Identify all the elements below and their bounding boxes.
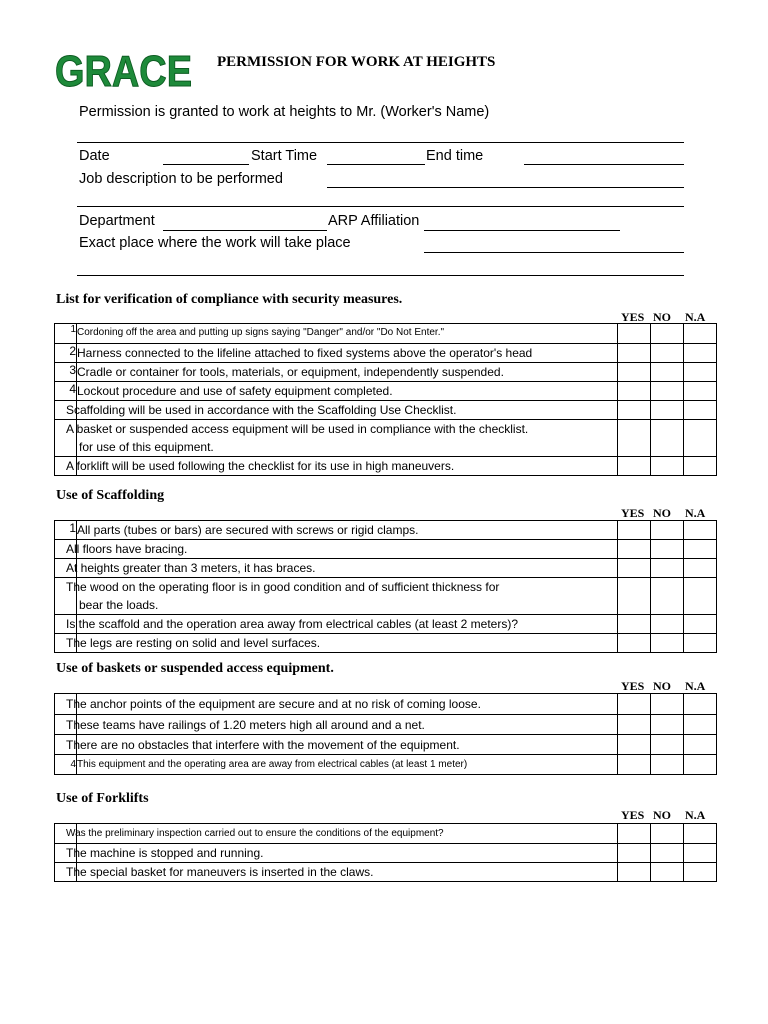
col-no-header: NO (653, 808, 671, 822)
na-cell[interactable] (684, 559, 717, 578)
row-text-content: A basket or suspended access equipment will be used in compliance with the checklist. (66, 422, 529, 436)
section-title-security: List for verification of compliance with security measures. (56, 292, 403, 307)
no-cell[interactable] (651, 521, 684, 540)
na-cell[interactable] (684, 615, 717, 634)
row-text-content: These teams have railings of 1.20 meters high all around and a net. (66, 717, 425, 732)
table-row (55, 457, 717, 476)
yes-cell[interactable] (618, 615, 651, 634)
row-text (66, 863, 618, 882)
row-number: 4 (55, 755, 77, 775)
yes-cell[interactable] (618, 559, 651, 578)
scaffolding-checklist-table (54, 520, 717, 653)
col-na-header: N.A (685, 808, 706, 822)
date-label: Date (79, 148, 110, 164)
col-no-header: NO (653, 506, 671, 520)
na-cell[interactable] (684, 324, 717, 344)
yes-cell[interactable] (618, 540, 651, 559)
row-text (66, 824, 618, 844)
date-field[interactable] (163, 164, 249, 165)
row-number: 1 (55, 324, 77, 344)
row-text (66, 540, 618, 559)
no-cell[interactable] (651, 863, 684, 882)
place-label: Exact place where the work will take place (79, 235, 351, 251)
row-text-content: The special basket for maneuvers is inserted in the claws. (66, 865, 374, 879)
no-cell[interactable] (651, 559, 684, 578)
yes-cell[interactable] (618, 457, 651, 476)
na-cell[interactable] (684, 755, 717, 775)
intro-text: Permission is granted to work at heights to Mr. (Worker's Name) (79, 104, 490, 120)
department-label: Department (79, 213, 155, 229)
no-cell[interactable] (651, 615, 684, 634)
yes-cell[interactable] (618, 363, 651, 382)
row-text (66, 844, 618, 863)
no-cell[interactable] (651, 420, 684, 457)
row-text (66, 578, 618, 615)
end-time-field[interactable] (524, 164, 684, 165)
na-cell[interactable] (684, 401, 717, 420)
row-text-content: At heights greater than 3 meters, it has braces. (66, 561, 316, 575)
row-text (66, 559, 618, 578)
na-cell[interactable] (684, 420, 717, 457)
row-text-content: Is the scaffold and the operation area away from electrical cables (at least 2 meters)? (66, 617, 519, 631)
row-text-content: There are no obstacles that interfere with the movement of the equipment. (66, 737, 460, 752)
row-text: Cradle or container for tools, materials, or equipment, independently suspended. (77, 363, 618, 382)
row-text-content: All floors have bracing. (66, 542, 188, 556)
table-row (55, 521, 717, 540)
no-cell[interactable] (651, 324, 684, 344)
yes-cell[interactable] (618, 755, 651, 775)
document-title: PERMISSION FOR WORK AT HEIGHTS (217, 54, 496, 70)
row-text (66, 735, 618, 755)
yes-cell[interactable] (618, 634, 651, 653)
table-row (55, 844, 717, 863)
na-cell[interactable] (684, 521, 717, 540)
row-text-content: Was the preliminary inspection carried out to ensure the conditions of the equipment? (66, 827, 444, 839)
row-text-content: The wood on the operating floor is in good condition and of sufficient thickness for (66, 580, 500, 594)
row-text (66, 457, 618, 476)
table-row (55, 615, 717, 634)
yes-cell[interactable] (618, 824, 651, 844)
table-row (55, 824, 717, 844)
col-yes-header: YES (621, 808, 645, 822)
row-text-content: The legs are resting on solid and level surfaces. (66, 636, 321, 650)
row-text: This equipment and the operating area are away from electrical cables (at least 1 meter) (77, 755, 618, 775)
table-row (55, 694, 717, 715)
na-cell[interactable] (684, 694, 717, 715)
yes-cell[interactable] (618, 715, 651, 735)
col-yes-header: YES (621, 506, 645, 520)
no-cell[interactable] (651, 363, 684, 382)
grace-logo (55, 47, 193, 96)
yes-cell[interactable] (618, 863, 651, 882)
table-row (55, 578, 717, 615)
row-text-content: Scaffolding will be used in accordance with the Scaffolding Use Checklist. (66, 403, 457, 417)
no-cell[interactable] (651, 457, 684, 476)
no-cell[interactable] (651, 715, 684, 735)
baskets-checklist-table (54, 693, 717, 775)
row-text (66, 420, 618, 457)
row-text (66, 401, 618, 420)
table-row (55, 363, 717, 382)
row-text (66, 615, 618, 634)
na-cell[interactable] (684, 634, 717, 653)
col-na-header: N.A (685, 310, 706, 324)
table-row (55, 324, 717, 344)
na-cell[interactable] (684, 382, 717, 401)
no-cell[interactable] (651, 401, 684, 420)
no-cell[interactable] (651, 540, 684, 559)
logo-text: GRACE (55, 47, 192, 96)
section-title-baskets: Use of baskets or suspended access equipment. (56, 661, 334, 676)
yes-cell[interactable] (618, 401, 651, 420)
na-cell[interactable] (684, 578, 717, 615)
na-cell[interactable] (684, 863, 717, 882)
row-text-content: The machine is stopped and running. (66, 846, 264, 860)
na-cell[interactable] (684, 844, 717, 863)
yes-cell[interactable] (618, 578, 651, 615)
no-cell[interactable] (651, 824, 684, 844)
start-time-label: Start Time (251, 148, 318, 164)
department-field[interactable] (163, 230, 327, 231)
yes-cell[interactable] (618, 694, 651, 715)
start-time-field[interactable] (327, 164, 425, 165)
place-field[interactable] (424, 252, 684, 253)
no-cell[interactable] (651, 634, 684, 653)
no-cell[interactable] (651, 735, 684, 755)
yes-cell[interactable] (618, 344, 651, 363)
yes-cell[interactable] (618, 844, 651, 863)
table-row (55, 401, 717, 420)
section-title-forklifts: Use of Forklifts (56, 791, 149, 806)
table-row (55, 755, 717, 775)
row-text-continued: bear the loads. (79, 598, 159, 612)
row-text: Harness connected to the lifeline attached to fixed systems above the operator's head (77, 344, 618, 363)
row-number: 2 (55, 344, 77, 363)
col-na-header: N.A (685, 506, 706, 520)
na-cell[interactable] (684, 363, 717, 382)
na-cell[interactable] (684, 715, 717, 735)
col-no-header: NO (653, 679, 671, 693)
table-row (55, 634, 717, 653)
row-text: All parts (tubes or bars) are secured with screws or rigid clamps. (77, 521, 618, 540)
arp-affiliation-label: ARP Affiliation (328, 213, 420, 229)
table-row (55, 420, 717, 457)
row-text (66, 694, 618, 715)
table-row (55, 344, 717, 363)
na-cell[interactable] (684, 540, 717, 559)
no-cell[interactable] (651, 344, 684, 363)
yes-cell[interactable] (618, 382, 651, 401)
row-number: 4 (55, 382, 77, 401)
yes-cell[interactable] (618, 521, 651, 540)
place-line-2[interactable] (77, 275, 684, 276)
job-description-label: Job description to be performed (79, 171, 283, 187)
table-row (55, 559, 717, 578)
job-description-line-2[interactable] (77, 206, 684, 207)
table-row (55, 735, 717, 755)
row-text-content: The anchor points of the equipment are secure and at no risk of coming loose. (66, 697, 481, 711)
no-cell[interactable] (651, 694, 684, 715)
col-na-header: N.A (685, 679, 706, 693)
na-cell[interactable] (684, 344, 717, 363)
table-row (55, 540, 717, 559)
yes-cell[interactable] (618, 735, 651, 755)
arp-affiliation-field[interactable] (424, 230, 620, 231)
no-cell[interactable] (651, 755, 684, 775)
worker-name-line[interactable] (77, 142, 684, 143)
na-cell[interactable] (684, 824, 717, 844)
table-row (55, 863, 717, 882)
row-text (66, 715, 618, 735)
security-checklist-table (54, 323, 717, 476)
col-yes-header: YES (621, 679, 645, 693)
row-text-content: A forklift will be used following the checklist for its use in high maneuvers. (66, 459, 455, 473)
no-cell[interactable] (651, 844, 684, 863)
na-cell[interactable] (684, 457, 717, 476)
row-number: 1 (55, 521, 77, 540)
forklifts-checklist-table (54, 823, 717, 882)
row-text: Cordoning off the area and putting up signs saying "Danger" and/or "Do Not Enter." (77, 324, 618, 344)
row-text-continued: for use of this equipment. (79, 440, 214, 454)
no-cell[interactable] (651, 382, 684, 401)
job-description-field[interactable] (327, 187, 684, 188)
section-title-scaffolding: Use of Scaffolding (56, 488, 165, 503)
col-no-header: NO (653, 310, 671, 324)
col-yes-header: YES (621, 310, 645, 324)
yes-cell[interactable] (618, 324, 651, 344)
no-cell[interactable] (651, 578, 684, 615)
row-text: Lockout procedure and use of safety equipment completed. (77, 382, 618, 401)
row-text (66, 634, 618, 653)
table-row (55, 715, 717, 735)
na-cell[interactable] (684, 735, 717, 755)
end-time-label: End time (426, 148, 484, 164)
row-number: 3 (55, 363, 77, 382)
table-row (55, 382, 717, 401)
yes-cell[interactable] (618, 420, 651, 457)
